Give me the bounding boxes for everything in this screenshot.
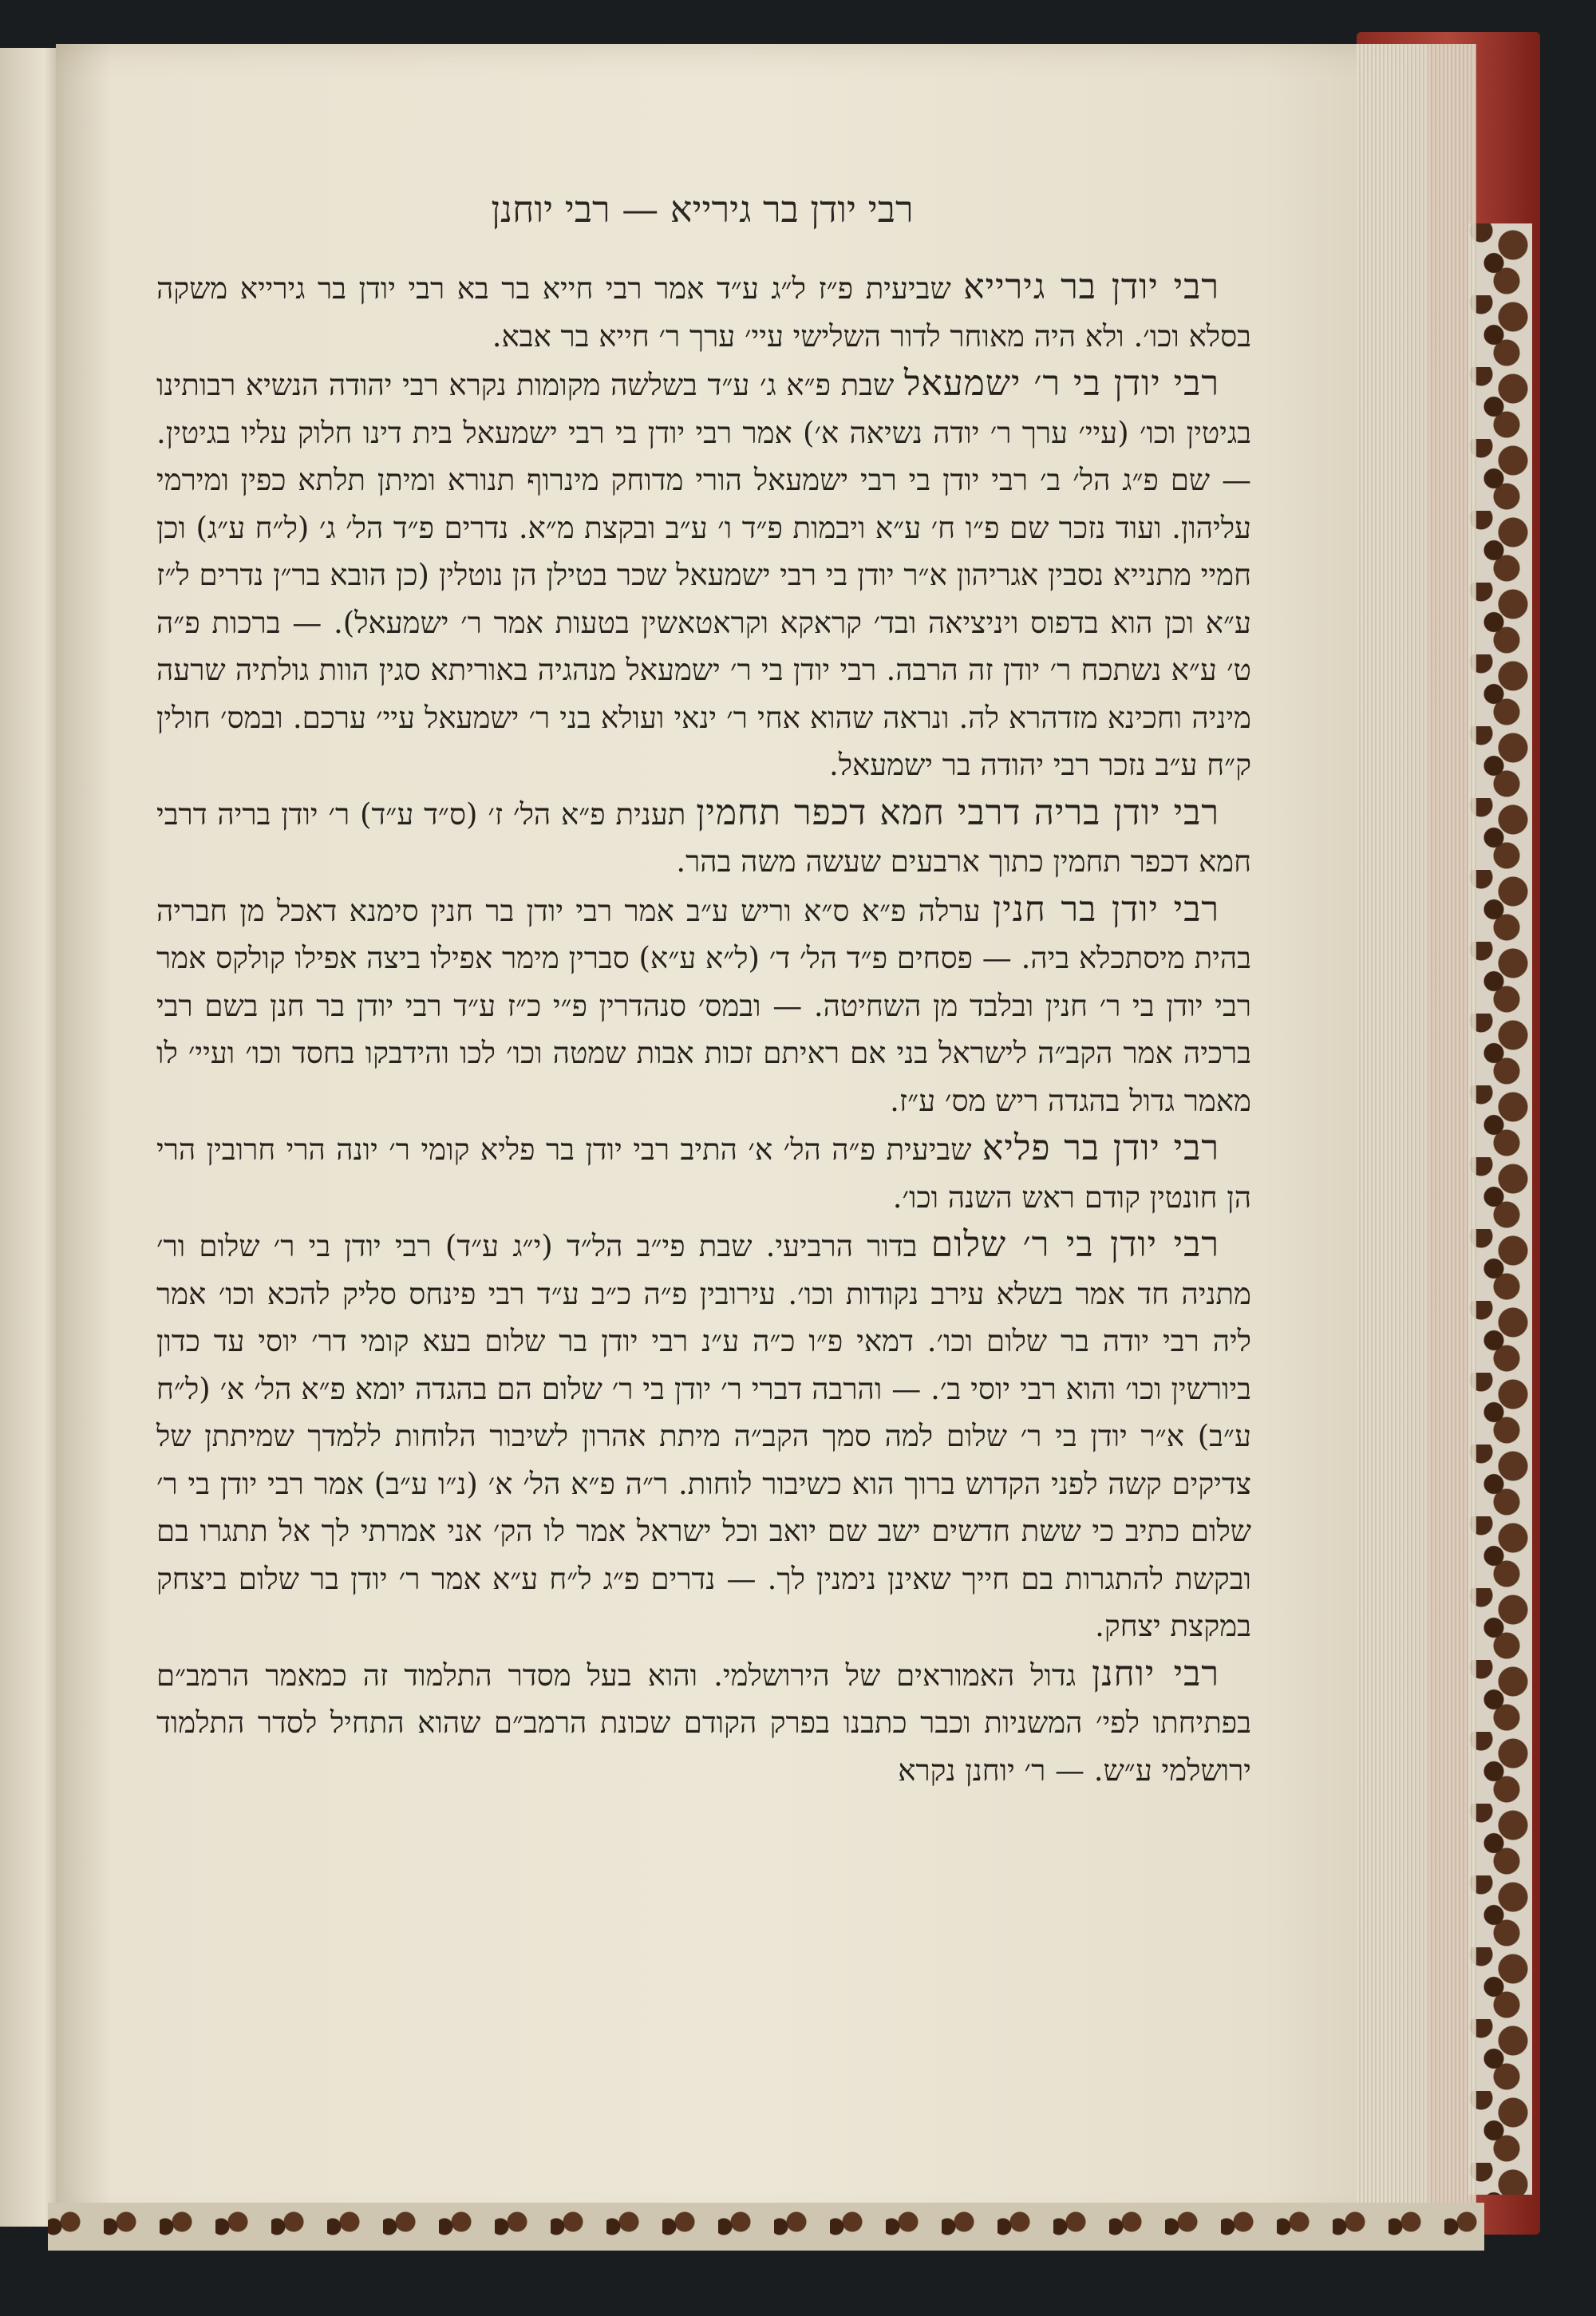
entry-heading: רבי יודן בר גירייא <box>963 267 1219 307</box>
entry-text: שביעית פ״ז ל״ג ע״ד אמר רבי חייא בר בא רבי יודן בר גירייא משקה בסלא וכו׳. ולא היה מאוחר לדור השלישי עיי׳ ערך ר׳ חייא בר אבא. <box>156 271 1251 354</box>
page-stack-edges <box>1357 44 1476 2227</box>
marbled-page-edge <box>1468 223 1532 2195</box>
entry-paragraph <box>156 886 1251 1125</box>
marbled-bottom-edge <box>48 2203 1484 2251</box>
entry-heading: רבי יודן בריה דרבי חמא דכפר תחמין <box>696 792 1219 833</box>
text-block <box>156 263 1251 1794</box>
entry-heading: רבי יודן בר חנין <box>992 888 1220 930</box>
entry-text: גדול האמוראים של הירושלמי. והוא בעל מסדר התלמוד זה כמאמר הרמב״ם בפתיחתו לפי׳ המשניות וכבר כתבנו בפרק הקודם שכונת הרמב״ם שהוא התחיל לסדר התלמוד ירושלמי ע״ש. — ר׳ יוחנן נקרא <box>156 1658 1251 1788</box>
entry-text: שביעית פ״ה הל׳ א׳ התיב רבי יודן בר פליא קומי ר׳ יונה הרי חרובין הרי הן חונטין קודם ראש השנה וכו׳. <box>156 1132 1251 1215</box>
entry-text: ערלה פ״א ס״א וריש ע״ב אמר רבי יודן בר חנין סימנא דאכל מן חבריה בהית מיסתכלא ביה. — פסחים פ״ד הל׳ ד׳ (ל״א ע״א) סברין מימר אפילו ביצה אפילו קולקס אמר רבי יודן בי ר׳ חנין ובלבד מן השחיטה. — ובמס׳ סנהדרין פ״י כ״ז ע״ד רבי יודן בר חנן בשם רבי ברכיה אמר הקב״ה לישראל בני אם ראיתם זכות אבות שמטה וכו׳ לכו והידבקו בחסד וכו׳ ועיי׳ לו מאמר גדול בהגדה ריש מס׳ ע״ז. <box>156 893 1251 1118</box>
entry-paragraph <box>156 1124 1251 1221</box>
entry-paragraph <box>156 789 1251 886</box>
entry-heading: רבי יוחנן <box>1092 1653 1219 1694</box>
entry-paragraph <box>156 263 1251 360</box>
entry-paragraph <box>156 1221 1251 1650</box>
entry-heading: רבי יודן בי ר׳ ישמעאל <box>903 363 1219 404</box>
entry-paragraph <box>156 1650 1251 1795</box>
entry-heading: רבי יודן בי ר׳ שלום <box>930 1224 1219 1265</box>
left-page-edge <box>0 48 64 2227</box>
entry-text: בדור הרביעי. שבת פי״ב הל״ד (י״ג ע״ד) רבי יודן בי ר׳ שלום ור׳ מתניה חד אמר בשלא עירב נקודות וכו׳. עירובין פ״ה כ״ב ע״ד רבי פינחס סליק להכא וכו׳ אמר ליה רבי יודה בר שלום וכו׳. דמאי פ״ו כ״ה ע״נ רבי יודן בר שלום בעא קומי דר׳ יוסי עד כדון ביורשין וכו׳ והוא רבי יוסי ב׳. — והרבה דברי ר׳ יודן בי ר׳ שלום הם בהגדה יומא פ״א הל׳ א׳ (ל״ח ע״ב) א״ר יודן בי ר׳ שלום למה סמך הקב״ה מיתת אהרון לשיבור הלוחות ללמדך שמיתתן של צדיקים קשה לפני הקדוש ברוך הוא כשיבור לוחות. ר״ה פ״א הל׳ א׳ (נ״ו ע״ב) אמר רבי יודן בי ר׳ שלום כתיב כי ששת חדשים ישב שם יואב וכל ישראל אמר לו הק׳ אני אמרתי לך אל תתגרו בם ובקשת להתגרות בם חייך שאינן נימנין לך. — נדרים פ״ג ל״ח ע״א אמר ר׳ יודן בר שלום ביצחק במקצת יצחק. <box>156 1229 1252 1643</box>
entry-heading: רבי יודן בר פליא <box>982 1128 1219 1168</box>
running-head: רבי יודן בר גירייא — רבי יוחנן <box>491 188 914 231</box>
entry-paragraph <box>156 360 1251 789</box>
entry-text: שבת פ״א ג׳ ע״ד בשלשה מקומות נקרא רבי יהודה הנשיא רבותינו בגיטין וכו׳ (עיי׳ ערך ר׳ יודה נשיאה א׳) אמר רבי יודן בי רבי ישמעאל בית דינו חלוק עליו בגיטין. — שם פ״ג הל׳ ב׳ רבי יודן בי רבי ישמעאל הורי מדוחק מינרוף תנורא ומיתן תלתא כפין ומירמי עליהון. ועוד נזכר שם פ״ו ח׳ ע״א ויבמות פ״ד ו׳ ע״ב ובקצת מ״א. נדרים פ״ד הל׳ ג׳ (ל״ח ע״ג) וכן חמיי מתנייא נסבין אגריהון א״ר יודן בי רבי ישמעאל שכר בטילן הן נוטלין (כן הובא בר״ן נדרים ל״ז ע״א וכן הוא בדפוס ויניציאה ובד׳ קראקא וקראטאשין בטעות אמר ר׳ ישמעאל). — ברכות פ״ה ט׳ ע״א נשתכח ר׳ יודן זה הרבה. רבי יודן בי ר׳ ישמעאל מנהגיה באוריתא סגין הוות גולתיה שרעה מיניה וחכינא מזדהרא לה. ונראה שהוא אחי ר׳ ינאי ועולא בני ר׳ ישמעאל עיי׳ ערכם. ובמס׳ חולין ק״ח ע״ב נזכר רבי יהודה בר ישמעאל. <box>156 368 1252 782</box>
entry-text: תענית פ״א הל׳ ז׳ (ס״ד ע״ד) ר׳ יודן בריה דרבי חמא דכפר תחמין כתוך ארבעים שעשה משה בהר. <box>156 796 1251 879</box>
